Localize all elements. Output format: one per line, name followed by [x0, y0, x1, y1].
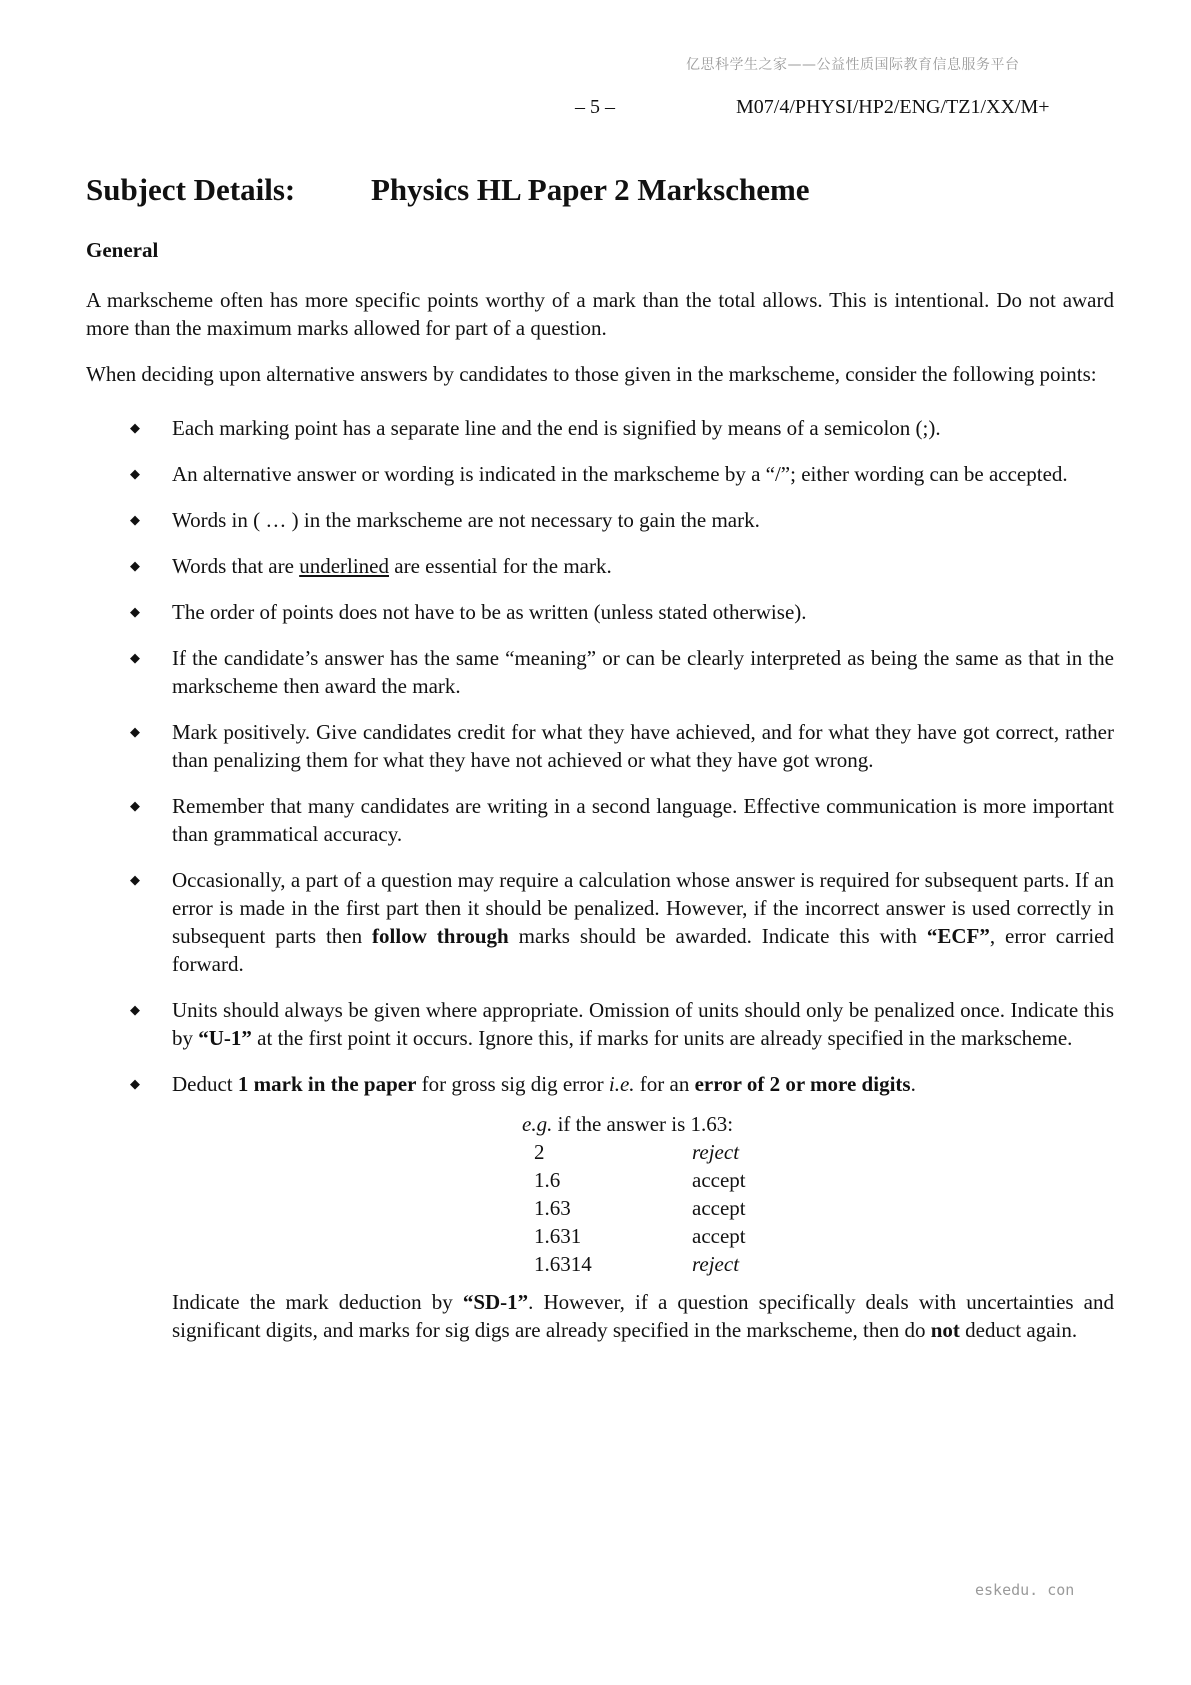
example-value: 1.6314 [534, 1252, 592, 1276]
list-item [86, 460, 1114, 488]
example-value: 1.6 [534, 1168, 561, 1192]
list-item [86, 866, 1114, 978]
note-text: Indicate the mark deduction by [172, 1290, 463, 1314]
list-item-text: Words in ( … ) in the markscheme are not necessary to gain the mark. [172, 508, 760, 532]
example-row [522, 1194, 1114, 1222]
document-body [86, 170, 1114, 1344]
watermark-top: 亿思科学生之家——公益性质国际教育信息服务平台 [686, 57, 1020, 73]
example-value: 2 [534, 1140, 545, 1164]
list-item-text: Remember that many candidates are writing in a second language. Effective communication is more important than grammatical accuracy. [172, 794, 1114, 846]
list-item [86, 792, 1114, 848]
list-item [86, 718, 1114, 774]
diamond-bullet-icon: ◆ [130, 724, 140, 739]
diamond-bullet-icon: ◆ [130, 650, 140, 665]
list-item-text: Deduct [172, 1072, 238, 1096]
diamond-bullet-icon: ◆ [130, 466, 140, 481]
deduction-note [172, 1288, 1114, 1344]
title-label: Subject Details: [86, 172, 296, 207]
paragraph: A markscheme often has more specific points worthy of a mark than the total allows. This is intentional. Do not award more than the maximum marks allowed for part of a question. [86, 288, 1114, 340]
bold-text: error of 2 or more digits [694, 1072, 911, 1096]
title-value: Physics HL Paper 2 Markscheme [371, 172, 810, 207]
list-item-text: . [910, 1072, 916, 1096]
list-item [86, 996, 1114, 1052]
example-heading [522, 1110, 1114, 1138]
list-item [86, 506, 1114, 534]
list-item-text: Words that are [172, 554, 300, 578]
page-title [86, 170, 1114, 210]
diamond-bullet-icon: ◆ [130, 604, 140, 619]
list-item-text: Mark positively. Give candidates credit for what they have achieved, and for what they have got correct, rather than penalizing them for what they have not achieved or what they have got wrong. [172, 720, 1114, 772]
example-verdict: accept [692, 1224, 746, 1248]
list-item-text: Units should always be given where appropriate. Omission of units should only be penalized once. Indicate this by [172, 998, 1114, 1050]
diamond-bullet-icon: ◆ [130, 512, 140, 527]
example-value: 1.631 [534, 1224, 582, 1248]
example-verdict: reject [692, 1252, 740, 1276]
page-header [0, 96, 1191, 126]
bold-text: “U-1” [198, 1026, 252, 1050]
list-item-text: are essential for the mark. [389, 554, 612, 578]
sig-dig-example [522, 1110, 1114, 1278]
section-heading: General [86, 238, 159, 262]
list-item-text: If the candidate’s answer has the same “meaning” or can be clearly interpreted as being the same as that in the markscheme then award the mark. [172, 646, 1114, 698]
list-item [86, 552, 1114, 580]
list-item [86, 1070, 1114, 1098]
list-item-text: The order of points does not have to be as written (unless stated otherwise). [172, 600, 807, 624]
list-item-text: marks should be awarded. Indicate this with [508, 924, 927, 948]
example-row [522, 1222, 1114, 1250]
italic-text: i.e. [608, 1072, 635, 1096]
list-item-text: Each marking point has a separate line and the end is signified by means of a semicolon (;). [172, 416, 941, 440]
list-item [86, 414, 1114, 442]
example-verdict: reject [692, 1140, 740, 1164]
bold-text: 1 mark in the paper [237, 1072, 417, 1096]
list-item-text: Occasionally, a part of a question may require a calculation whose answer is required for subsequent parts. If an error is made in the first part then it should be penalized. However, if the incorrect answer is used correctly in subsequent parts then [172, 868, 1114, 948]
example-row [522, 1166, 1114, 1194]
document-code: M07/4/PHYSI/HP2/ENG/TZ1/XX/M+ [736, 96, 1050, 118]
page-number: – 5 – [575, 96, 615, 118]
diamond-bullet-icon: ◆ [130, 420, 140, 435]
example-verdict: accept [692, 1168, 746, 1192]
example-value: 1.63 [534, 1196, 571, 1220]
diamond-bullet-icon: ◆ [130, 1002, 140, 1017]
list-item [86, 598, 1114, 626]
example-lead: if the answer is 1.63: [552, 1112, 734, 1136]
underlined-text: underlined [299, 554, 389, 578]
list-item-text: at the first point it occurs. Ignore this, if marks for units are already specified in the markscheme. [251, 1026, 1073, 1050]
diamond-bullet-icon: ◆ [130, 872, 140, 887]
list-item-text: An alternative answer or wording is indicated in the markscheme by a “/”; either wording can be accepted. [172, 462, 1068, 486]
example-row [522, 1138, 1114, 1166]
example-verdict: accept [692, 1196, 746, 1220]
bold-text: “SD-1” [462, 1290, 529, 1314]
bold-text: follow through [372, 924, 509, 948]
list-item-text: , error carried forward. [172, 924, 1114, 976]
paragraph: When deciding upon alternative answers by candidates to those given in the markscheme, consider the following points: [86, 362, 1097, 386]
example-row [522, 1250, 1114, 1278]
list-item [86, 644, 1114, 700]
diamond-bullet-icon: ◆ [130, 558, 140, 573]
list-item-text: for an [634, 1072, 695, 1096]
bold-text: “ECF” [926, 924, 990, 948]
diamond-bullet-icon: ◆ [130, 1076, 140, 1091]
watermark-bottom: eskedu. con [975, 1581, 1075, 1599]
bold-text: not [930, 1318, 960, 1342]
list-item-text: for gross sig dig error [416, 1072, 609, 1096]
bullet-list [86, 414, 1114, 1098]
note-text: deduct again. [959, 1318, 1078, 1342]
italic-text: e.g. [522, 1112, 553, 1136]
note-text: . However, if a question specifically deals with uncertainties and significant digits, and marks for sig digs are already specified in the markscheme, then do [172, 1290, 1114, 1342]
diamond-bullet-icon: ◆ [130, 798, 140, 813]
